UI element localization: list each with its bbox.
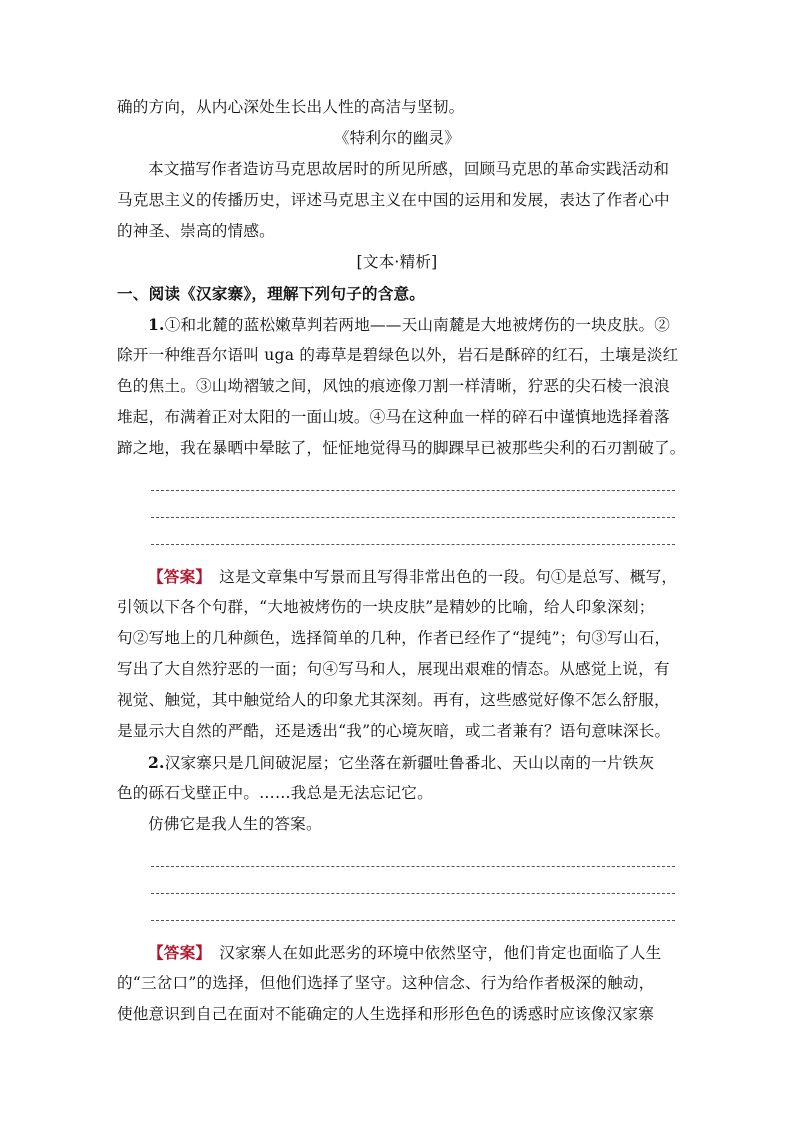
section-heading: 一、阅读《汉家寨》，理解下列句子的含意。 <box>117 284 426 303</box>
answer-blank-line[interactable] <box>151 875 675 902</box>
paragraph-line: 的神圣、崇高的情感。 <box>117 222 275 240</box>
answer-blank-line[interactable] <box>151 472 675 499</box>
answer-text: 这是文章集中写景而且写得非常出色的一段。句①是总写、概写， <box>219 568 678 586</box>
answer-2-line: 使他意识到自己在面对不能确定的人生选择和形形色色的诱惑时应该像汉家寨 <box>117 1005 654 1023</box>
answer-text: 汉家寨人在如此恶劣的环境中依然坚守，他们肯定也面临了人生 <box>219 944 662 962</box>
section-tag: [文本·精析] <box>356 253 438 271</box>
paragraph-line: 确的方向，从内心深处生长出人性的高洁与坚韧。 <box>117 98 465 116</box>
answer-1-line: 句②写地上的几种颜色，选择简单的几种，作者已经作了“提纯”；句③写山石， <box>117 629 671 647</box>
answer-1-line: 是显示大自然的严酷，还是透出“我”的心境灰暗，或二者兼有？语句意味深长。 <box>117 722 671 740</box>
question-number: 1. <box>148 315 165 334</box>
document-page <box>117 92 686 1030</box>
question-1-line: 蹄之地，我在暴晒中晕眩了，怔怔地觉得马的脚踝早已被那些尖利的石刃割破了。 <box>117 439 686 457</box>
answer-blank-line[interactable] <box>151 499 675 526</box>
answer-blank-line[interactable] <box>151 848 675 875</box>
paragraph-line: 马克思主义的传播历史，评述马克思主义在中国的运用和发展，表达了作者心中 <box>117 191 670 209</box>
answer-blank-line[interactable] <box>151 526 675 553</box>
question-1-line: 色的焦土。③山坳褶皱之间，风蚀的痕迹像刀割一样清晰，狞恶的尖石棱一浪浪 <box>117 377 670 395</box>
paragraph-line: 本文描写作者造访马克思故居时的所见所感，回顾马克思的革命实践活动和 <box>148 160 670 178</box>
question-1-line <box>117 309 677 340</box>
answer-1-line: 写出了大自然狞恶的一面；句④写马和人，展现出艰难的情态。从感觉上说，有 <box>117 660 670 678</box>
answer-blank-line[interactable] <box>151 902 675 929</box>
question-2-line: 仿佛它是我人生的答案。 <box>148 815 322 833</box>
answer-1-line: 引领以下各个句群，“大地被烤伤的一块皮肤”是精妙的比喻，给人印象深刻； <box>117 598 655 616</box>
section-title: 《特利尔的幽灵》 <box>333 129 461 147</box>
question-1-line: 堆起，布满着正对太阳的一面山坡。④马在这种血一样的碎石中谨慎地选择着落 <box>117 408 670 426</box>
question-text: 汉家寨只是几间破泥屋；它坐落在新疆吐鲁番北、天山以南的一片铁灰 <box>164 754 655 772</box>
answer-2-line <box>117 937 677 968</box>
answer-label: 【答案】 <box>148 567 212 586</box>
answer-1-line <box>117 561 677 592</box>
answer-2-line: 的“三岔口”的选择，但他们选择了坚守。这种信念、行为给作者极深的触动， <box>117 974 655 992</box>
question-2-line <box>117 747 677 778</box>
question-text: ①和北麓的蓝松嫩草判若两地——天山南麓是大地被烤伤的一块皮肤。② <box>164 316 671 334</box>
question-number: 2. <box>148 753 165 772</box>
question-1-line: 除开一种维吾尔语叫 uga 的毒草是碧绿色以外，岩石是酥碎的红石，土壤是淡红 <box>117 346 679 364</box>
answer-1-line: 视觉、触觉，其中触觉给人的印象尤其深刻。再有，这些感觉好像不怎么舒服， <box>117 691 670 709</box>
answer-label: 【答案】 <box>148 943 212 962</box>
question-2-line: 色的砾石戈壁正中。……我总是无法忘记它。 <box>117 784 433 802</box>
